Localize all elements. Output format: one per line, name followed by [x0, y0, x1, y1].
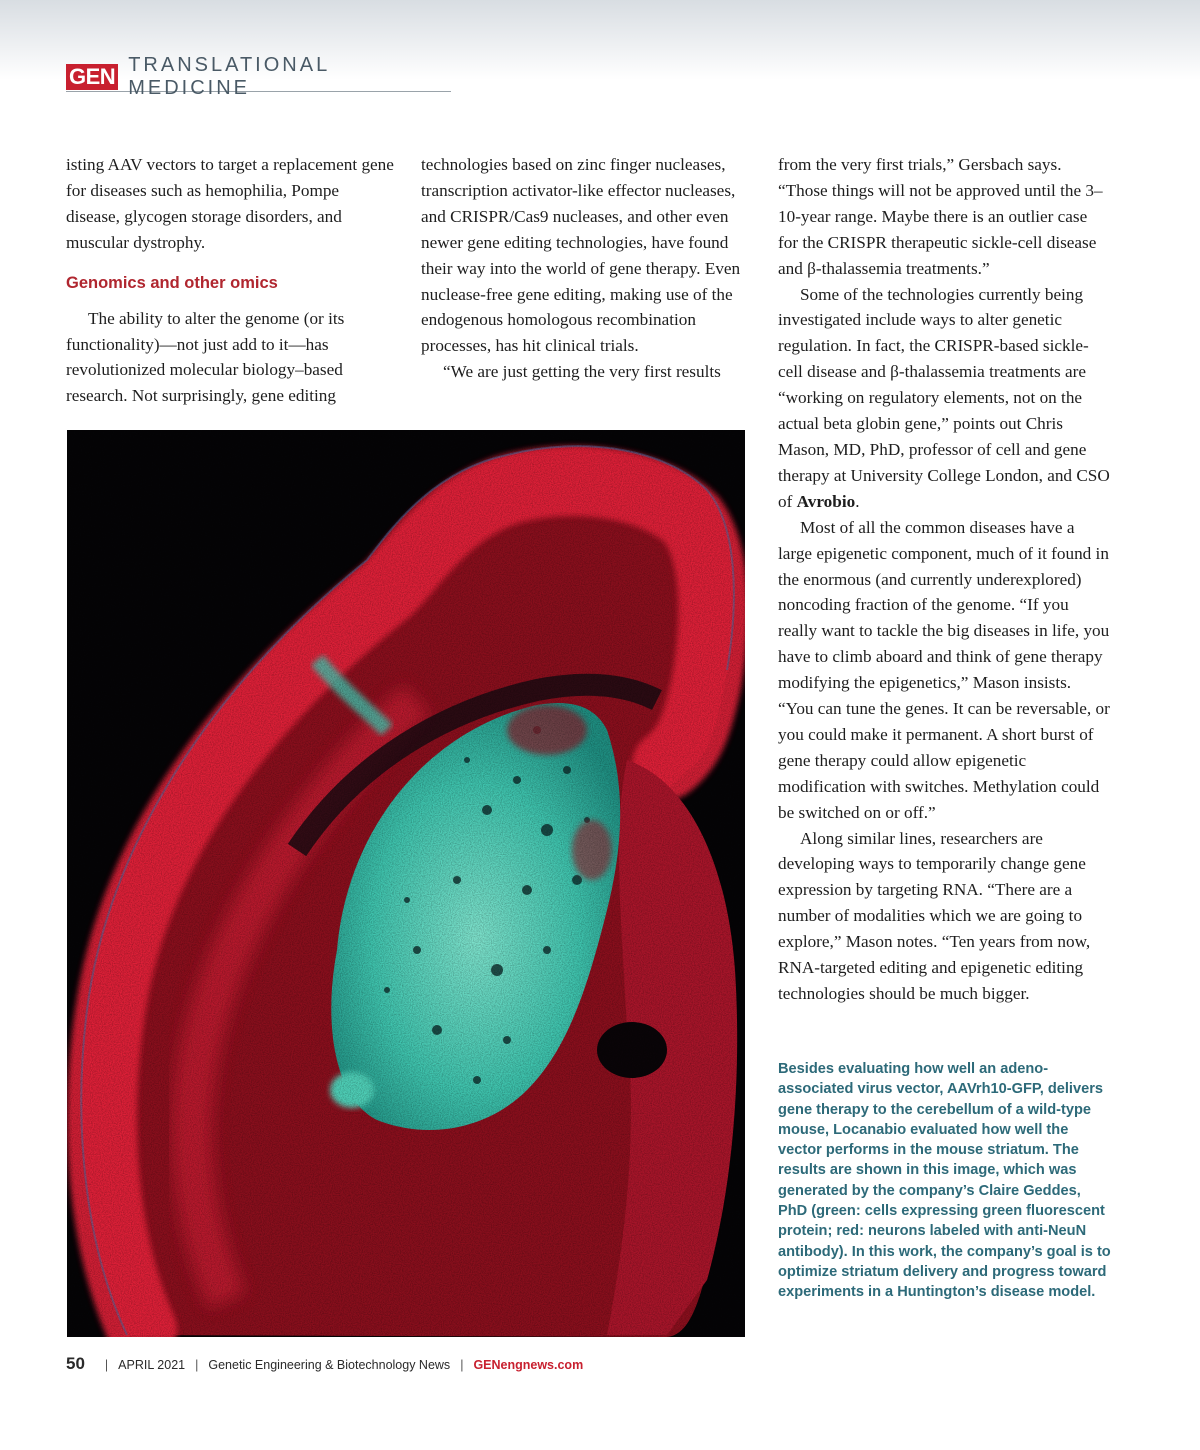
footer-separator-1: | — [104, 1358, 109, 1372]
footer-separator-2: | — [195, 1358, 199, 1372]
page-footer — [66, 1354, 583, 1374]
paragraph-2-end: . — [855, 491, 860, 511]
figure-caption: Besides evaluating how well an adeno-associated virus vector, AAVrh10-GFP, delivers gene therapy to the cerebellum of a wild-type mouse, Locanabio evaluated how well the vector performs in the mouse striatum. The results are shown in this image, which was generated by the company’s Claire Geddes, PhD (green: cells expressing green fluorescent protein; red: neurons labeled with anti-NeuN antibody). In this work, the company’s goal is to optimize striatum delivery and progress toward experiments in a Huntington’s disease model. — [778, 1061, 1111, 1301]
column-1-paragraph-1: isting AAV vectors to target a replacement gene for diseases such as hemophilia, Pompe disease, glycogen storage disorders, and muscular dystrophy. — [66, 155, 394, 252]
issue-date: APRIL 2021 — [118, 1358, 186, 1372]
brain-section-illustration — [67, 430, 745, 1337]
column-3-paragraph-1: from the very first trials,” Gersbach says. “Those things will not be approved until the 3–10-year range. Maybe there is an outlier case for the CRISPR therapeutic sickle-cell disease and β-thalassemia treatments.” — [778, 155, 1103, 278]
column-1 — [66, 152, 396, 409]
website-link[interactable]: GENengnews.com — [473, 1358, 584, 1372]
speckle-texture — [67, 430, 745, 1337]
footer-separator-3: | — [460, 1358, 464, 1372]
gen-logo: GEN — [66, 64, 118, 90]
column-3-paragraph-4: Along similar lines, researchers are developing ways to temporarily change gene expression by targeting RNA. “There are a number of modalities which we are going to explore,” Mason notes. “Ten years from now, RNA-targeted editing and epigenetic editing technologies should be much bigger. — [778, 828, 1091, 1003]
paragraph-2-text: Some of the technologies currently being investigated include ways to alter genetic regulation. In fact, the CRISPR-based sickle-cell disease and β-thalassemia treatments are “working on regulatory elements, not on the actual beta globin gene,” points out Chris Mason, MD, PhD, professor of cell and gene therapy at University College London, and CSO of — [778, 284, 1110, 511]
publication-name: Genetic Engineering & Biotechnology News — [208, 1358, 451, 1372]
column-1-paragraph-2: The ability to alter the genome (or its functionality)—not just add to it—has revolutionized molecular biology–based research. Not surprisingly, gene editing — [66, 308, 345, 406]
subhead-genomics: Genomics and other omics — [66, 273, 278, 292]
page-number: 50 — [66, 1354, 85, 1373]
column-3-paragraph-3: Most of all the common diseases have a large epigenetic component, much of it found in the enormous (and currently underexplored) noncoding fraction of the genome. “If you really want to tackle the big diseases in life, you have to climb aboard and think of gene therapy modifying the epigenetics,” Mason insists. “You can tune the genes. It can be reversable, or you could make it permanent. A short burst of gene therapy could allow epigenetic modification with switches. Methylation could be switched on or off.” — [778, 517, 1110, 822]
column-3-paragraph-2 — [778, 282, 1110, 515]
mouse-striatum-micrograph — [67, 430, 745, 1337]
column-2-paragraph-1: technologies based on zinc finger nucleases, transcription activator-like effector nucleases, and CRISPR/Cas9 nucleases, and other even newer gene editing technologies, have found their way into the world of gene therapy. Even nuclease-free gene editing, making use of the endogenous homologous recombination processes, has hit clinical trials. — [421, 155, 741, 356]
avrobio-company-name: Avrobio — [796, 491, 856, 511]
section-title: TRANSLATIONAL MEDICINE — [128, 53, 330, 99]
column-3 — [778, 152, 1110, 1007]
section-header — [66, 53, 451, 99]
column-2-paragraph-2: “We are just getting the very first results — [443, 362, 721, 382]
column-2 — [421, 152, 751, 385]
